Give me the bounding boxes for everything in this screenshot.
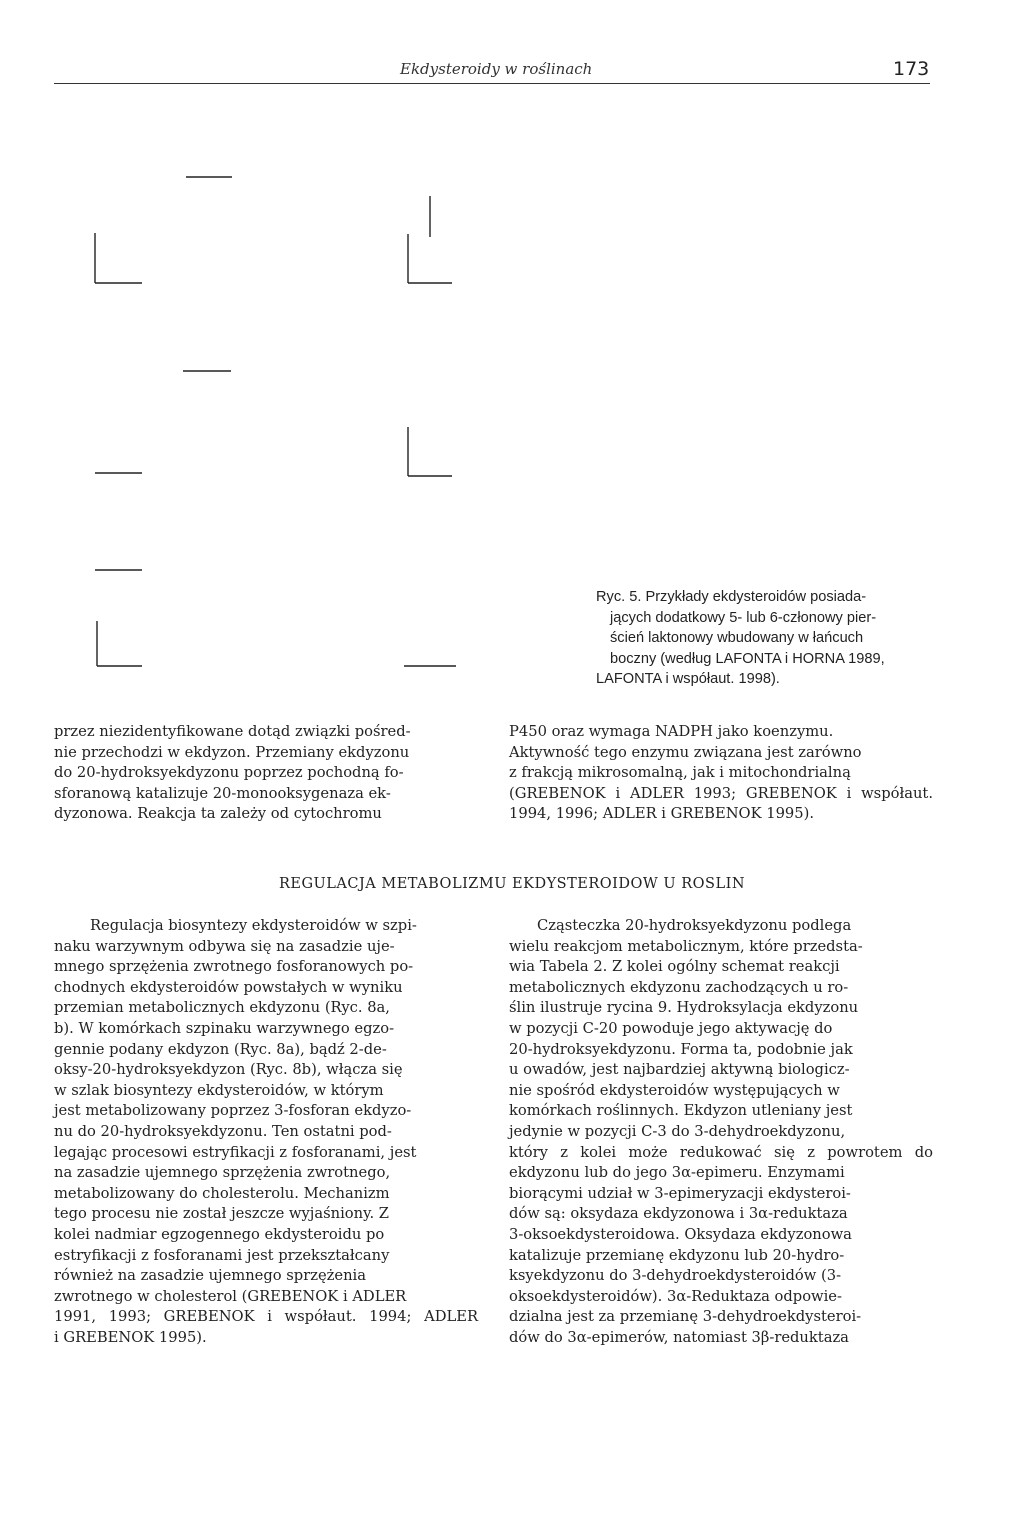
figure-caption xyxy=(596,587,931,690)
text-line: oksoekdysteroidów). 3α-Reduktaza odpowie- xyxy=(509,1287,842,1305)
text-line: dzialna jest za przemianę 3-dehydroekdysteroi- xyxy=(509,1308,862,1326)
text-line: przez niezidentyfikowane dotąd związki pośred- xyxy=(54,723,411,740)
upper-right-column xyxy=(509,722,933,825)
text-line: legając procesowi estryfikacji z fosforanami, jest xyxy=(54,1143,417,1161)
text-line: dów do 3α-epimerów, natomiast 3β-reduktaza xyxy=(509,1328,849,1346)
text-line: 1994, 1996; ADLER i GREBENOK 1995). xyxy=(509,805,815,823)
text-line: b). W komórkach szpinaku warzywnego egzo- xyxy=(54,1019,395,1037)
text-line: przemian metabolicznych ekdyzonu (Ryc. 8a, xyxy=(54,999,390,1017)
section-heading: REGULACJA METABOLIZMU EKDYSTEROIDOW U ROSLIN xyxy=(278,876,746,892)
page-number: 173 xyxy=(893,58,930,80)
text-line: nie przechodzi w ekdyzon. Przemiany ekdyzonu xyxy=(54,743,410,761)
right-column xyxy=(509,916,933,1348)
text-line: mnego sprzężenia zwrotnego fosforanowych po- xyxy=(54,958,414,976)
caption-line: Ryc. 5. Przykłady ekdysteroidów posiada- xyxy=(596,589,867,605)
text-line: metabolizowany do cholesterolu. Mechanizm xyxy=(54,1184,390,1202)
text-line: dów są: oksydaza ekdyzonowa i 3α-reduktaza xyxy=(509,1205,848,1223)
text-line: zwrotnego w cholesterol (GREBENOK i ADLER xyxy=(54,1287,407,1305)
text-line: 3-oksoekdysteroidowa. Oksydaza ekdyzonowa xyxy=(509,1225,852,1243)
text-line: gennie podany ekdyzon (Ryc. 8a), bądź 2-de- xyxy=(54,1040,387,1058)
text-line: Regulacja biosyntezy ekdysteroidów w szpi- xyxy=(90,917,417,934)
text-line: do 20-hydroksyekdyzonu poprzez pochodną fo- xyxy=(54,764,404,782)
text-line: i GREBENOK 1995). xyxy=(54,1328,207,1346)
text-line: (GREBENOK i ADLER 1993; GREBENOK i współaut. xyxy=(509,784,933,802)
text-line: ekdyzonu lub do jego 3α-epimeru. Enzymami xyxy=(509,1164,845,1182)
left-column xyxy=(54,916,478,1348)
text-line: P450 oraz wymaga NADPH jako koenzymu. xyxy=(509,723,834,740)
text-line: chodnych ekdysteroidów powstałych w wyniku xyxy=(54,978,403,996)
text-line: kolei nadmiar egzogennego ekdysteroidu po xyxy=(54,1225,385,1243)
text-line: z frakcją mikrosomalną, jak i mitochondrialną xyxy=(509,764,851,782)
text-line: metabolicznych ekdyzonu zachodzących u ro- xyxy=(509,978,849,996)
text-line: wielu reakcjom metabolicznym, które przedsta- xyxy=(509,937,863,955)
caption-line: LAFONTA i współaut. 1998). xyxy=(596,671,780,688)
text-line: 20-hydroksyekdyzonu. Forma ta, podobnie jak xyxy=(509,1040,853,1058)
text-line: tego procesu nie został jeszcze wyjaśniony. Z xyxy=(54,1205,389,1223)
text-line: biorącymi udział w 3-epimeryzacji ekdysteroi- xyxy=(509,1184,851,1202)
text-line: w szlak biosyntezy ekdysteroidów, w którym xyxy=(54,1081,384,1099)
text-line: nu do 20-hydroksyekdyzonu. Ten ostatni pod- xyxy=(54,1122,392,1140)
text-line: Aktywność tego enzymu związana jest zarówno xyxy=(509,743,862,761)
text-line: ślin ilustruje rycina 9. Hydroksylacja ekdyzonu xyxy=(509,999,859,1017)
text-line: który z kolei może redukować się z powrotem do xyxy=(509,1143,933,1161)
text-line: u owadów, jest najbardziej aktywną biologicz- xyxy=(509,1061,850,1079)
text-line: komórkach roślinnych. Ekdyzon utleniany jest xyxy=(509,1102,853,1120)
text-line: w pozycji C-20 powoduje jego aktywację do xyxy=(509,1019,833,1037)
text-line: nie spośród ekdysteroidów występujących w xyxy=(509,1081,840,1099)
running-head-title: Ekdysteroidy w roślinach xyxy=(400,60,593,78)
text-line: oksy-20-hydroksyekdyzon (Ryc. 8b), włącza się xyxy=(54,1061,403,1079)
caption-line: boczny (według LAFONTA i HORNA 1989, xyxy=(610,650,885,667)
text-line: wia Tabela 2. Z kolei ogólny schemat reakcji xyxy=(509,958,840,976)
text-line: ksyekdyzonu do 3-dehydroekdysteroidów (3- xyxy=(509,1267,842,1285)
structure-strokes xyxy=(95,177,456,666)
text-line: również na zasadzie ujemnego sprzężenia xyxy=(54,1267,366,1285)
text-line: jedynie w pozycji C-3 do 3-dehydroekdyzonu, xyxy=(509,1122,846,1140)
text-line: estryfikacji z fosforanami jest przekształcany xyxy=(54,1246,390,1264)
text-line: 1991, 1993; GREBENOK i współaut. 1994; ADLER xyxy=(54,1308,478,1326)
caption-line: ścień laktonowy wbudowany w łańcuch xyxy=(610,630,864,647)
text-line: katalizuje przemianę ekdyzonu lub 20-hydro- xyxy=(509,1246,845,1264)
text-line: sforanową katalizuje 20-monooksygenaza ek- xyxy=(54,784,391,802)
caption-line: jących dodatkowy 5- lub 6-członowy pier- xyxy=(610,609,877,626)
text-line: Cząsteczka 20-hydroksyekdyzonu podlega xyxy=(537,917,852,934)
text-line: jest metabolizowany poprzez 3-fosforan ekdyzo- xyxy=(54,1102,412,1120)
text-line: dyzonowa. Reakcja ta zależy od cytochromu xyxy=(54,805,382,823)
text-line: na zasadzie ujemnego sprzężenia zwrotnego, xyxy=(54,1164,391,1182)
text-line: naku warzywnym odbywa się na zasadzie uje- xyxy=(54,937,395,955)
upper-left-column xyxy=(54,722,478,825)
